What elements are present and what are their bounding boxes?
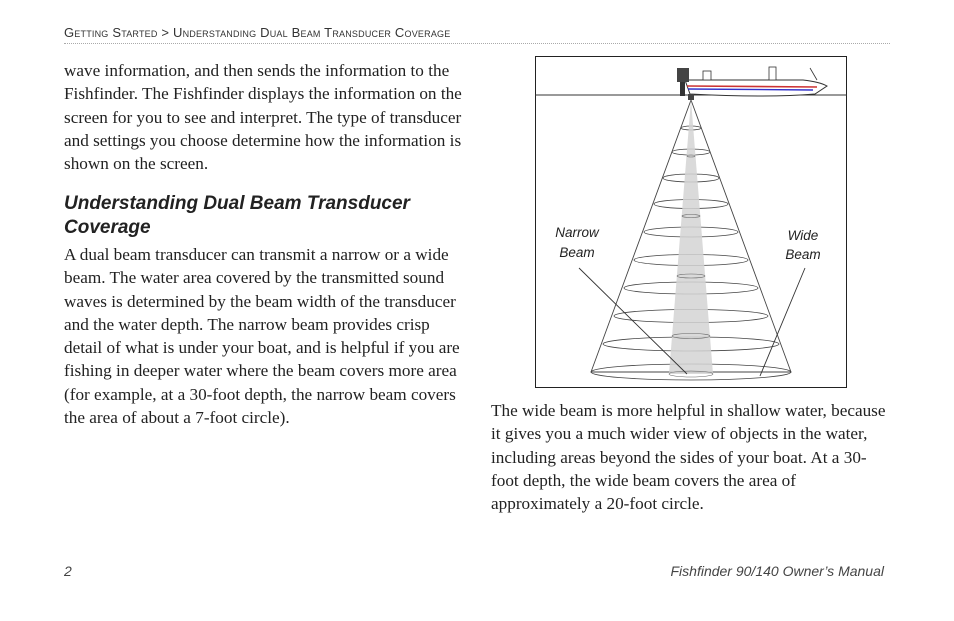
page-number: 2 <box>64 563 72 579</box>
wide-beam-label-line1: Wide <box>787 228 819 243</box>
wide-beam-label-line2: Beam <box>785 247 821 262</box>
header-divider <box>64 43 890 44</box>
wide-beam-paragraph: The wide beam is more helpful in shallow water, because it gives you a much wider view of objects in the water, including areas beyond the sides of your boat. At a 30-foot depth, the wide beam covers the area of approximately a 20-foot circle. <box>491 401 886 514</box>
intro-paragraph: wave information, and then sends the information to the Fishfinder. The Fishfinder displays the information on the screen for you to see and interpret. The type of transducer and settings you choose determine how the information is shown on the screen. <box>64 61 462 174</box>
transducer-coverage-figure <box>535 56 847 388</box>
main-paragraph: A dual beam transducer can transmit a narrow or a wide beam. The water area covered by the transmitted sound waves is determined by the beam width of the transducer and the water depth. The narrow beam provides crisp detail of what is under your boat, and is helpful if you are fishing in deeper water where the beam covers more area (for example, at a 30-foot depth, the narrow beam covers the area of about a 7-foot circle). <box>64 245 460 428</box>
narrow-beam-label-line1: Narrow <box>555 225 599 240</box>
beam-diagram <box>535 56 847 388</box>
section-heading: Understanding Dual Beam Transducer Coverage <box>64 193 410 238</box>
narrow-beam-label-line2: Beam <box>559 245 595 260</box>
breadcrumb: Getting Started > Understanding Dual Beam Transducer Coverage <box>64 25 451 40</box>
manual-title: Fishfinder 90/140 Owner’s Manual <box>670 563 884 579</box>
